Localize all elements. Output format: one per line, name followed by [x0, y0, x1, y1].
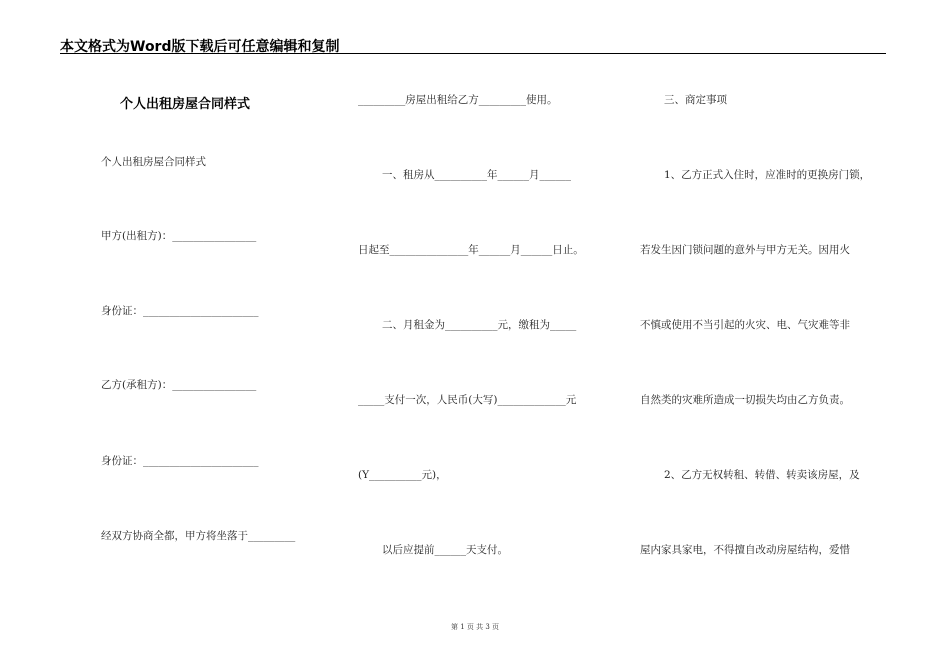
page-title: 个人出租房屋合同样式 — [120, 97, 251, 112]
col3-line: 不慎或使用不当引起的火灾、电、气灾难等非 — [640, 319, 850, 331]
col3-line: 屋内家具家电，不得擅自改动房屋结构，爱惜 — [640, 544, 850, 556]
col2-line: _________房屋出租给乙方_________使用。 — [358, 94, 558, 106]
col2-line: (Y__________元)， — [358, 469, 447, 481]
col1-line: 经双方协商全都，甲方将坐落于_________ — [101, 530, 296, 542]
col2-line: _____支付一次，人民币(大写)_____________元 — [358, 394, 577, 406]
col2-line: 一、租房从__________年______月______ — [382, 169, 571, 181]
col1-line: 身份证：______________________ — [101, 455, 259, 467]
col3-line: 2、乙方无权转租、转借、转卖该房屋，及 — [664, 469, 860, 481]
col3-line: 1、乙方正式入住时，应准时的更换房门锁， — [664, 169, 871, 181]
col1-line: 乙方(承租方)：________________ — [101, 379, 257, 391]
col3-line: 若发生因门锁问题的意外与甲方无关。因用火 — [640, 244, 850, 256]
page-number: 第 1 页 共 3 页 — [450, 623, 500, 631]
col1-line: 身份证：______________________ — [101, 305, 259, 317]
col3-line: 自然类的灾难所造成一切损失均由乙方负责。 — [640, 394, 850, 406]
col1-line: 甲方(出租方)：________________ — [101, 230, 257, 242]
col2-line: 以后应提前______天支付。 — [382, 544, 508, 556]
col1-line: 个人出租房屋合同样式 — [101, 156, 206, 168]
col2-line: 日起至_______________年______月______日止。 — [358, 244, 584, 256]
col3-line: 三、商定事项 — [664, 94, 727, 106]
col2-line: 二、月租金为__________元，缴租为_____ — [382, 319, 577, 331]
header-divider — [60, 53, 886, 54]
document-header: 本文格式为Word版下载后可任意编辑和复制 — [60, 39, 340, 55]
